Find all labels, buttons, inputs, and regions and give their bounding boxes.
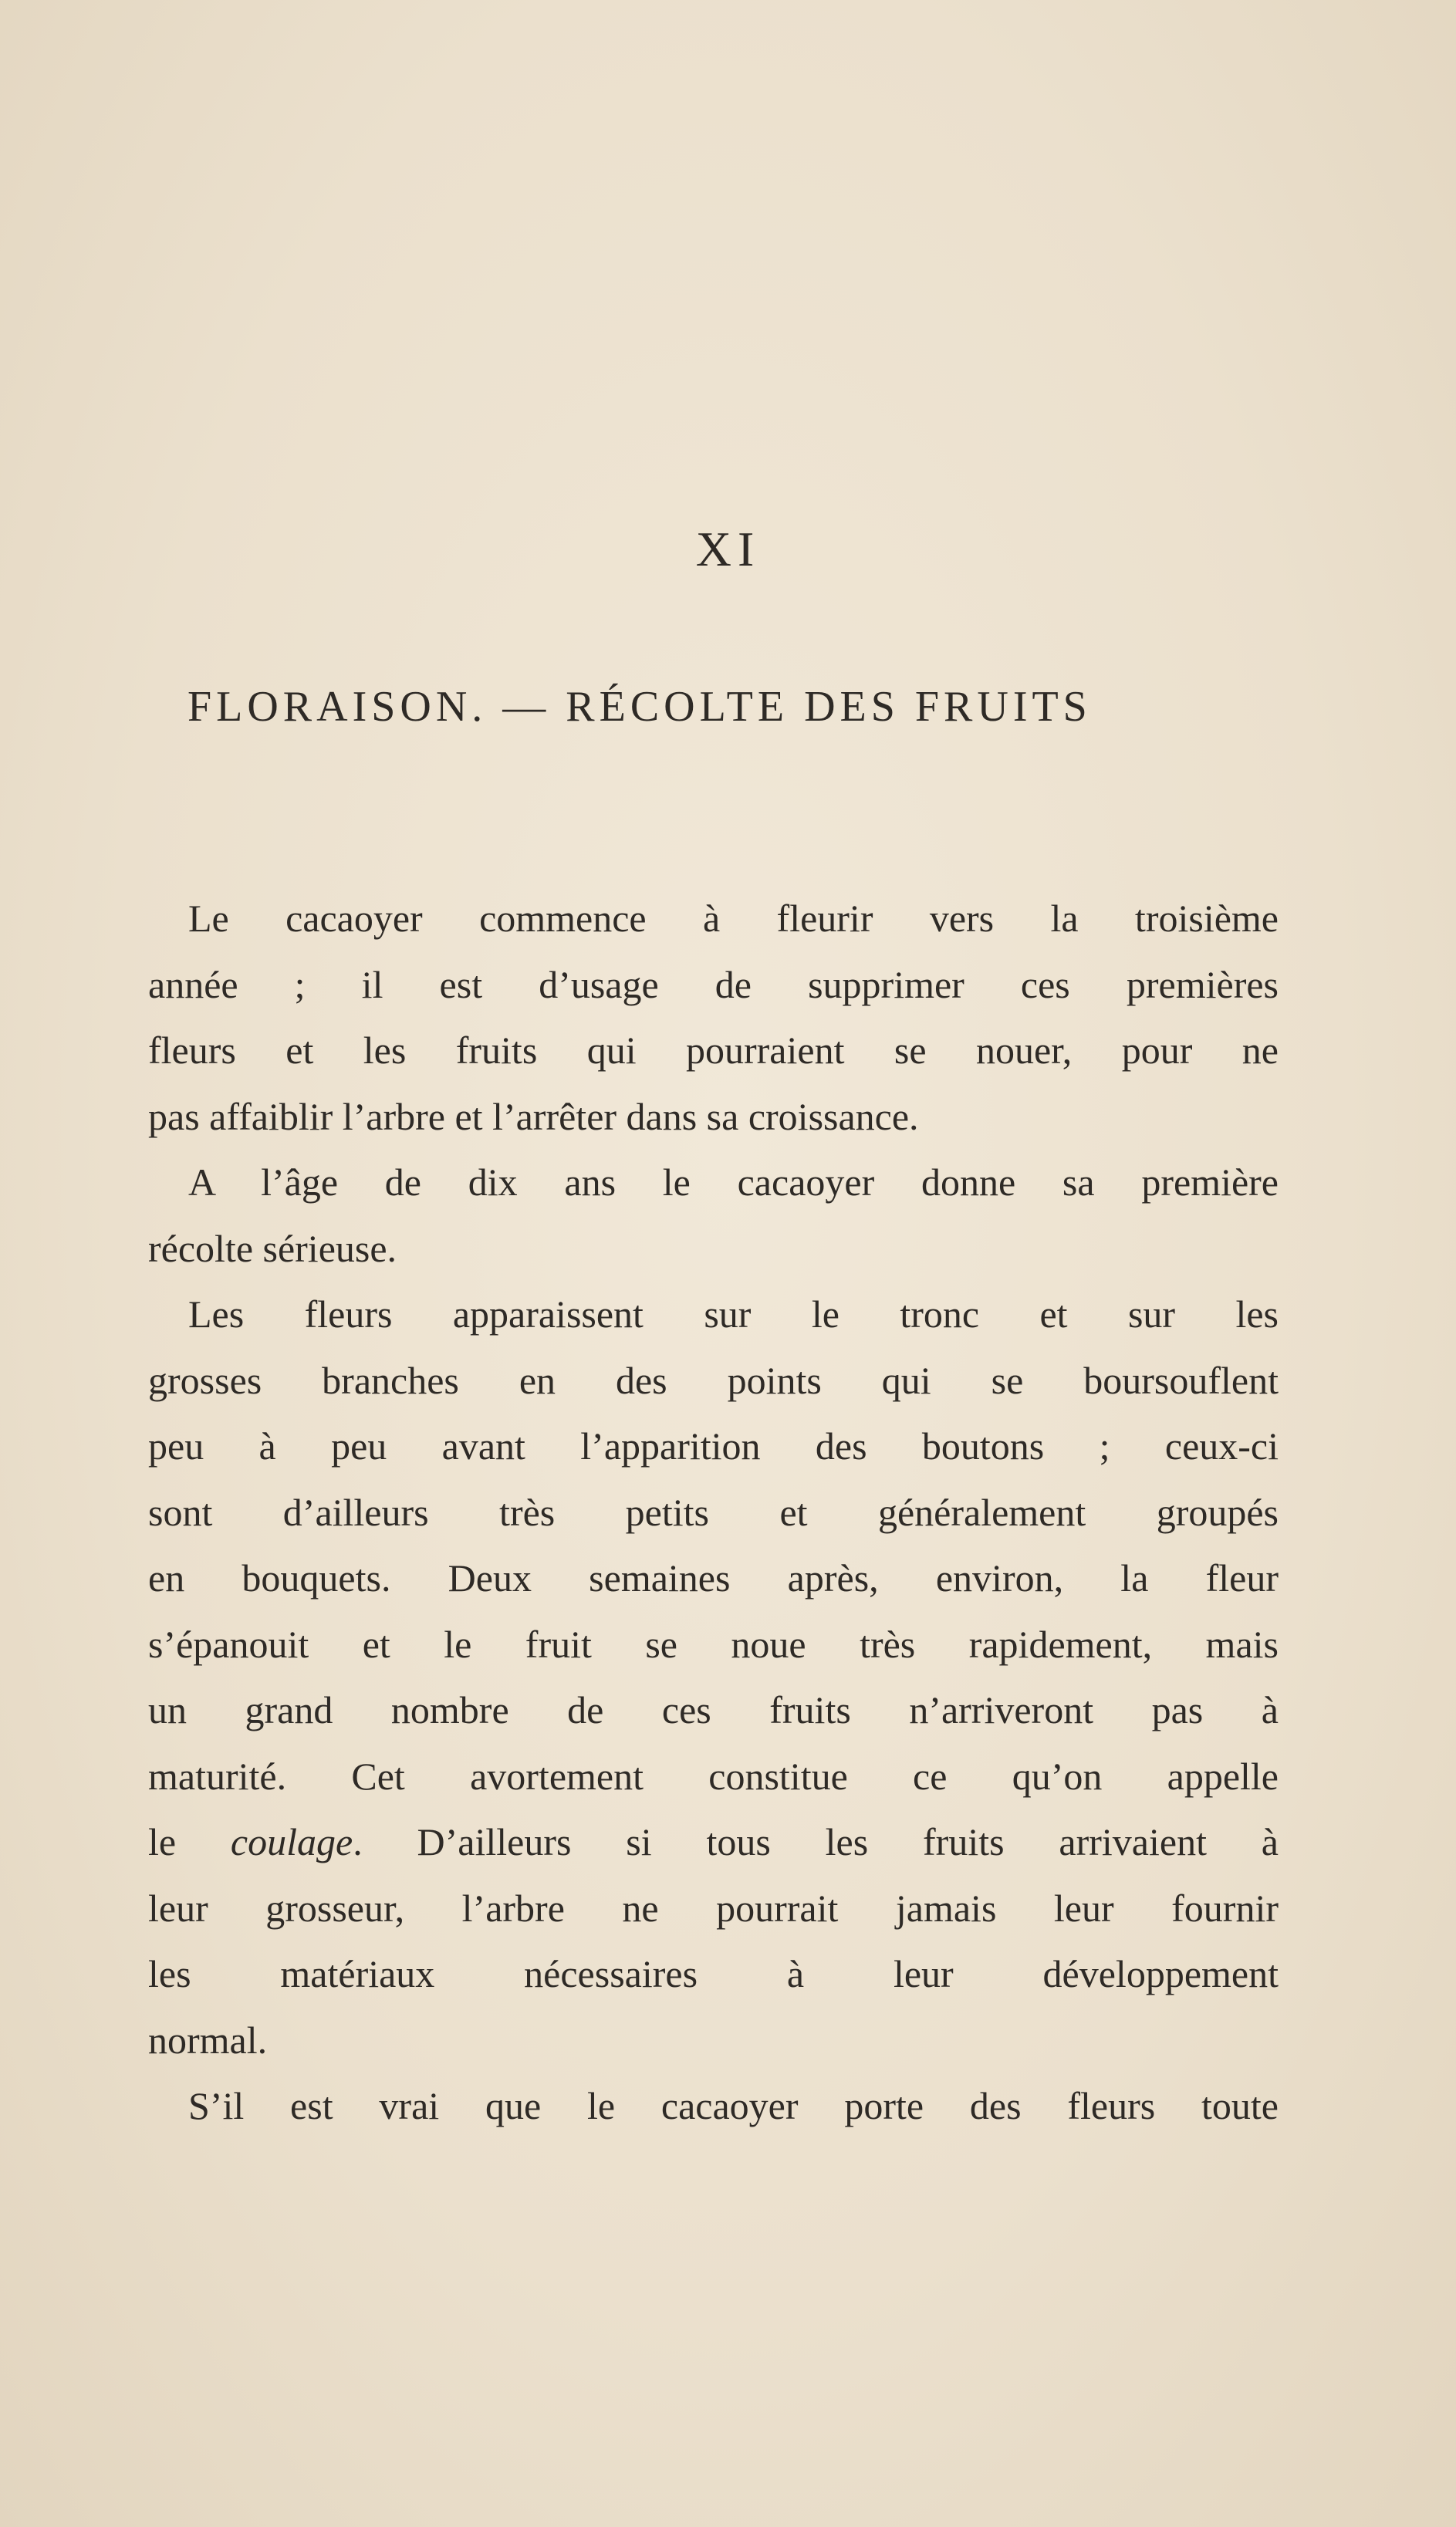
paragraph-3-line-10: leur grosseur, l’arbre ne pourrait jamais leur fournir bbox=[148, 1886, 1279, 1930]
chapter-title: FLORAISON. — RÉCOLTE DES FRUITS bbox=[187, 683, 1092, 731]
paragraph-3-line-1: Les fleurs apparaissent sur le tronc et sur les bbox=[188, 1292, 1279, 1336]
paragraph-3-line-6: s’épanouit et le fruit se noue très rapidement, mais bbox=[148, 1622, 1279, 1666]
chapter-number: XI bbox=[695, 522, 761, 576]
paragraph-2-line-1: A l’âge de dix ans le cacaoyer donne sa première bbox=[188, 1160, 1279, 1204]
paragraph-3-line-7: un grand nombre de ces fruits n’arriveront pas à bbox=[148, 1688, 1279, 1731]
body-text bbox=[148, 886, 1279, 2140]
paragraph-3-line-8: maturité. Cet avortement constitue ce qu’on appelle bbox=[148, 1754, 1279, 1798]
line-text: . D’ailleurs si tous les fruits arrivaient à bbox=[353, 1820, 1279, 1863]
paragraph-3-line-4: sont d’ailleurs très petits et généralement groupés bbox=[148, 1490, 1279, 1534]
paragraph-3-line-9 bbox=[148, 1809, 1279, 1876]
line-text: le bbox=[148, 1820, 231, 1863]
paragraph-2-line-2: récolte sérieuse. bbox=[148, 1226, 397, 1270]
paragraph-1-line-3: fleurs et les fruits qui pourraient se nouer, pour ne bbox=[148, 1029, 1279, 1072]
italic-term: coulage bbox=[230, 1820, 353, 1863]
paragraph-3-line-11: les matériaux nécessaires à leur développement bbox=[148, 1952, 1279, 1995]
paragraph-3-line-12: normal. bbox=[148, 2018, 268, 2062]
paragraph-1-line-1: Le cacaoyer commence à fleurir vers la troisième bbox=[188, 897, 1279, 940]
paragraph-1-line-4: pas affaiblir l’arbre et l’arrêter dans sa croissance. bbox=[148, 1094, 919, 1138]
paragraph-3-line-5: en bouquets. Deux semaines après, environ, la fleur bbox=[148, 1556, 1279, 1600]
paragraph-3-line-2: grosses branches en des points qui se boursouflent bbox=[148, 1358, 1279, 1402]
paragraph-4-line-1: S’il est vrai que le cacaoyer porte des fleurs toute bbox=[188, 2084, 1279, 2127]
paragraph-3-line-3: peu à peu avant l’apparition des boutons ; ceux-ci bbox=[148, 1424, 1279, 1468]
paragraph-1-line-2: année ; il est d’usage de supprimer ces premières bbox=[148, 962, 1279, 1006]
